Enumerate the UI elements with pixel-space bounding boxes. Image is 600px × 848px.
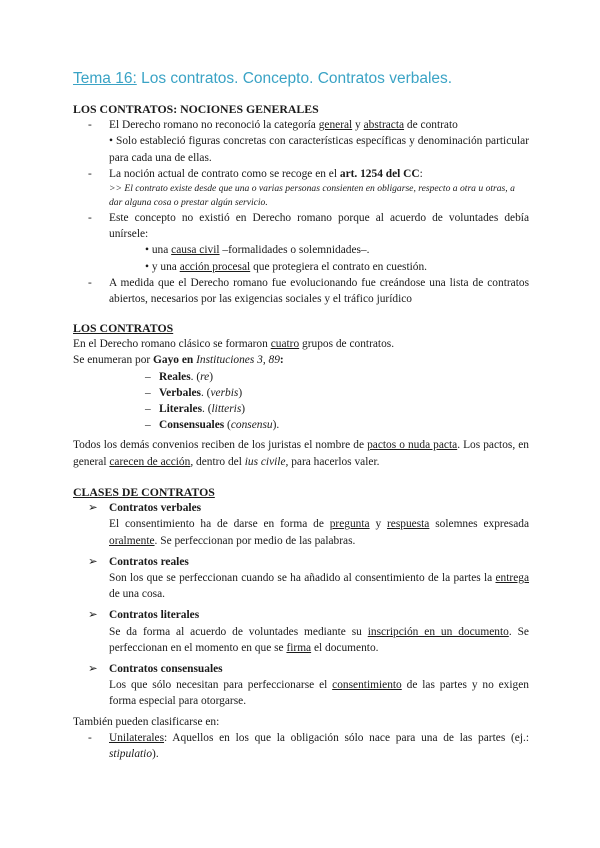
gayo-item [73, 385, 529, 401]
text: Contratos reales [109, 555, 189, 568]
contract-class-desc [73, 677, 529, 709]
italic-text: Instituciones 3, 89 [196, 354, 280, 367]
en-dash-marker: – [145, 370, 151, 383]
underlined-text: Unilaterales [109, 731, 165, 744]
latin-term: re [200, 370, 210, 383]
text: . ( [202, 403, 212, 416]
text: . Los pactos, en general [73, 439, 529, 468]
text: para hacerlos valer. [288, 455, 380, 468]
text: el documento. [311, 641, 379, 654]
text: de contrato [404, 119, 458, 132]
paragraph [73, 437, 529, 469]
text: de una cosa. [109, 588, 165, 601]
text: La noción actual de contrato como se recoge en el [109, 167, 340, 180]
contract-class-desc [73, 624, 529, 656]
text: . ( [200, 386, 211, 399]
text: Contratos consensuales [109, 663, 223, 676]
section-nociones-generales [73, 101, 529, 307]
text: , dentro del [190, 455, 245, 468]
text: En el Derecho romano clásico se formaron [73, 338, 271, 351]
text: . ( [190, 370, 201, 383]
list-item [73, 275, 529, 307]
list-item [73, 730, 529, 762]
section-los-contratos [73, 320, 529, 470]
contract-class-title [73, 554, 529, 570]
underlined-text: abstracta [363, 119, 405, 132]
contract-type: Consensuales [159, 419, 225, 432]
title-rest: Los contratos. Concepto. Contratos verbales. [136, 70, 453, 87]
text: Se enumeran por [73, 354, 154, 367]
gayo-item [73, 417, 529, 433]
text: y [369, 518, 387, 531]
italic-text: ius civile, [244, 455, 289, 468]
en-dash-marker: – [145, 386, 151, 399]
page-title [73, 71, 452, 87]
underlined-text: pregunta [329, 518, 370, 531]
text: : Aquellos en los que la obligación sólo nace para una de las partes (ej.: [164, 731, 529, 744]
dash-marker: - [88, 212, 92, 225]
dash-marker: - [88, 731, 92, 744]
text: que protegiera el contrato en cuestión. [250, 260, 428, 273]
text: ). [152, 748, 159, 761]
underlined-text: inscripción en un documento [367, 625, 509, 638]
latin-term: verbis [210, 386, 239, 399]
text: ). [272, 419, 280, 432]
contract-type: Literales [159, 403, 203, 416]
paragraph [73, 352, 529, 368]
dash-marker: - [88, 119, 92, 132]
text: y [352, 119, 364, 132]
text: ) [241, 403, 246, 416]
text: Contratos verbales [109, 502, 202, 515]
text: de las partes y no exigen forma especial para otorgarse. [109, 679, 529, 708]
underlined-text: carecen de acción [109, 455, 191, 468]
dash-marker: - [88, 276, 92, 289]
section-heading: CLASES DE CONTRATOS [73, 485, 215, 499]
section-heading: LOS CONTRATOS: NOCIONES GENERALES [73, 102, 319, 116]
contract-class-title [73, 607, 529, 623]
underlined-text: consentimiento [332, 679, 402, 692]
underlined-text: general [318, 119, 353, 132]
sub-item [73, 259, 529, 275]
paragraph [73, 336, 529, 352]
text: A medida que el Derecho romano fue evolucionando fue creándose una lista de contratos abiertos, necesarios por las exigencias sociales y el tráfico jurídico [109, 276, 529, 306]
section-heading: LOS CONTRATOS [73, 321, 174, 335]
latin-term: consensu [230, 419, 273, 432]
list-item [73, 117, 529, 133]
underlined-text: cuatro [270, 338, 300, 351]
text: –formalidades o solemnidades–. [219, 244, 370, 257]
arrow-icon: ➢ [88, 555, 98, 568]
contract-class-desc [73, 570, 529, 602]
list-item [73, 166, 529, 182]
italic-text: stipulatio [109, 748, 153, 761]
sub-item: • Solo estableció figuras concretas con características específicas y denominación particular para cada una de ellas. [109, 135, 529, 164]
contract-class-title [73, 661, 529, 677]
contract-class-desc [73, 516, 529, 548]
gayo-item [73, 369, 529, 385]
contract-type: Verbales [159, 386, 201, 399]
text: El Derecho romano no reconoció la categoría [109, 119, 319, 132]
text: • una [145, 244, 172, 257]
arrow-icon: ➢ [88, 609, 98, 622]
text: Todos los demás convenios reciben de los juristas el nombre de [73, 439, 368, 452]
text: grupos de contratos. [299, 338, 395, 351]
list-item [73, 210, 529, 242]
en-dash-marker: – [145, 419, 151, 432]
contract-type: Reales [159, 370, 191, 383]
gayo-item [73, 401, 529, 417]
contract-class-title [73, 500, 529, 516]
text: ( [224, 419, 231, 432]
sub-item [73, 242, 529, 258]
text: Se da forma al acuerdo de voluntades mediante su [109, 625, 368, 638]
text: . Se perfeccionan por medio de las palabras. [154, 534, 356, 547]
legal-quote: >> El contrato existe desde que una o varias personas consienten en obligarse, respecto a otra u otras, a dar alguna cosa o prestar algún servicio. [109, 183, 515, 209]
text: . Se perfeccionan en el momento en que se [109, 625, 529, 654]
text: solemnes expresada [429, 518, 529, 531]
arrow-icon: ➢ [88, 663, 98, 676]
section-clases-de-contratos [73, 484, 529, 762]
text: • y una [145, 260, 180, 273]
title-prefix: Tema 16: [73, 70, 137, 87]
underlined-text: acción procesal [179, 260, 251, 273]
text: Contratos literales [109, 609, 200, 622]
text: ) [209, 370, 214, 383]
text: Este concepto no existió en Derecho romano porque al acuerdo de voluntades debía unírsele: [109, 212, 529, 241]
text: El consentimiento ha de darse en forma de [109, 518, 330, 531]
latin-term: litteris [211, 403, 242, 416]
bold-text: : [279, 354, 284, 367]
text: : [419, 167, 423, 180]
underlined-text: pactos o nuda pacta [367, 439, 458, 452]
underlined-text: entrega [495, 572, 529, 585]
en-dash-marker: – [145, 403, 151, 416]
bold-text: art. 1254 del CC [339, 167, 420, 180]
text: Los que sólo necesitan para perfeccionarse el [109, 679, 333, 692]
arrow-icon: ➢ [88, 502, 98, 515]
text: Son los que se perfeccionan cuando se ha añadido al consentimiento de la partes la [109, 572, 496, 585]
bold-text: Gayo en [153, 354, 197, 367]
underlined-text: respuesta [386, 518, 430, 531]
underlined-text: oralmente [109, 534, 155, 547]
dash-marker: - [88, 167, 92, 180]
text: ) [238, 386, 243, 399]
underlined-text: causa civil [171, 244, 220, 257]
paragraph: También pueden clasificarse en: [73, 715, 220, 728]
underlined-text: firma [286, 641, 312, 654]
